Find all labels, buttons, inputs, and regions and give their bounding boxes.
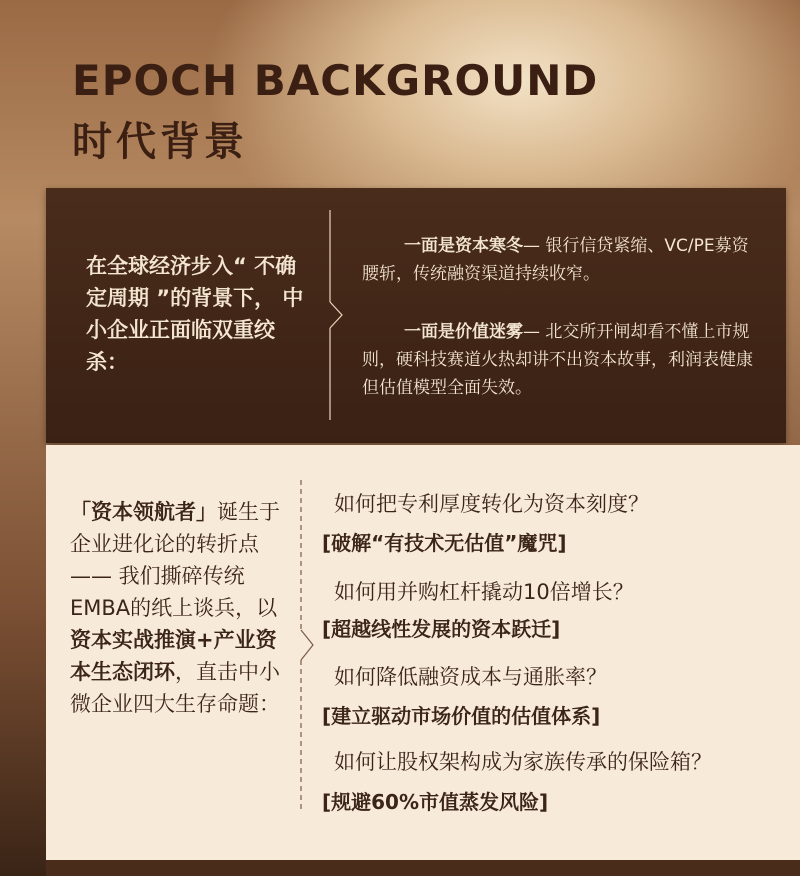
- challenge-value-fog: [362, 318, 762, 402]
- title-chinese: 时代背景: [72, 119, 248, 165]
- challenge-body: — 银行信贷紧缩、VC/PE募资腰斩，传统融资渠道持续收窄。: [362, 236, 749, 284]
- question-4: 如何让股权架构成为家族传承的保险箱？: [334, 750, 712, 774]
- intro-highlight: 资本实战推演+产业资本生态闭环: [70, 628, 277, 684]
- intro-text-end: ，直击中小微企业四大生存命题：: [70, 660, 280, 716]
- question-1: 如何把专利厚度转化为资本刻度？: [334, 492, 649, 516]
- answer-2: [超越线性发展的资本跃迁]: [322, 617, 561, 641]
- dark-panel-intro: 在全球经济步入“ 不确定周期 ”的背景下， 中小企业正面临双重绞杀：: [86, 254, 304, 374]
- question-3: 如何降低融资成本与通胀率？: [334, 665, 607, 689]
- challenge-title: 一面是资本寒冬: [404, 236, 523, 256]
- intro-text: 诞生于企业进化论的转折点 —— 我们撕碎传统EMBA的纸上谈兵，以: [70, 500, 280, 620]
- challenge-title: 一面是价值迷雾: [404, 322, 523, 342]
- title-english: EPOCH BACKGROUND: [72, 56, 599, 105]
- brand-name: 「资本领航者」: [70, 500, 217, 524]
- light-panel-intro: [70, 496, 290, 720]
- light-divider-bracket: [298, 480, 318, 810]
- answer-1: [破解“有技术无估值”魔咒]: [322, 531, 567, 555]
- challenge-capital-winter: [362, 232, 762, 288]
- answer-4: [规避60%市值蒸发风险]: [322, 790, 549, 814]
- bottom-band: [46, 860, 800, 876]
- answer-3: [建立驱动市场价值的估值体系]: [322, 704, 601, 728]
- question-2: 如何用并购杠杆撬动10倍增长？: [334, 580, 634, 604]
- dark-divider-bracket: [328, 210, 346, 420]
- challenge-body: — 北交所开闸却看不懂上市规则，硬科技赛道火热却讲不出资本故事，利润表健康但估值模型全面失效。: [362, 322, 753, 398]
